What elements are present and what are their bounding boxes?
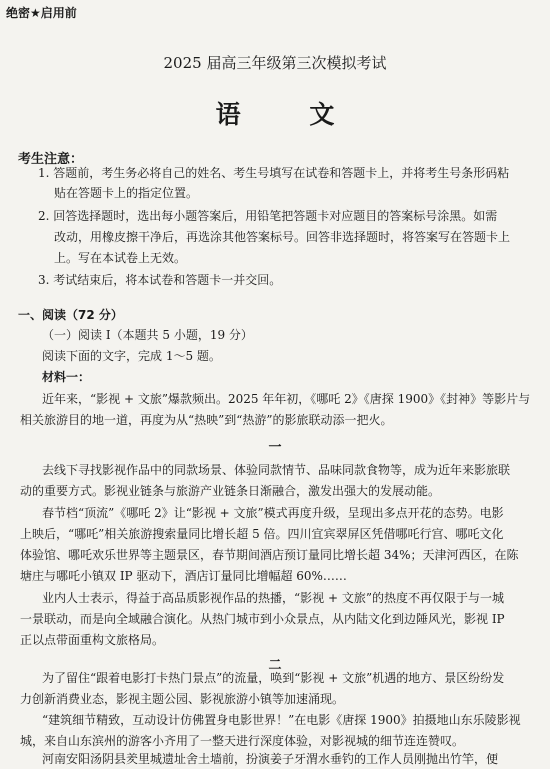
section-title: 一、阅读（72 分）: [18, 308, 123, 322]
notice-line: 1. 答题前，考生务必将自己的姓名、考生号填写在试卷和答题卡上，并将考生号条形码粘: [38, 166, 510, 180]
passage-line: 近年来，“影视 + 文旅”爆款频出。2025 年年初，《哪吒 2》《唐探 1900》《封神》等影片与: [42, 392, 531, 406]
notice-heading: 考生注意：: [18, 152, 84, 167]
passage-line: 动的重要方式。影视业链条与旅游产业链条日渐融合，激发出强大的发展动能。: [20, 484, 441, 498]
exam-title: 2025 届高三年级第三次模拟考试: [163, 54, 387, 72]
secret-label: 绝密★启用前: [6, 6, 77, 20]
passage-line: 为了留住“跟着电影打卡热门景点”的流量，唤到“影视 + 文旅”机遇的地方、景区纷纷发: [42, 671, 505, 685]
passage-line: 上映后，“哪吒”相关旅游搜索量同比增长超 5 倍。四川宜宾翠屏区凭借哪吒行宫、哪吒文化: [20, 527, 504, 541]
passage-line: 一景联动，而是向全域融合演化。从热门城市到小众景点，从内陆文化到边陲风光，影视 IP: [20, 612, 505, 626]
passage-line: “建筑细节精致，互动设计仿佛置身电影世界！”在电影《唐探 1900》拍摄地山东乐陵影视: [42, 713, 521, 727]
passage-line: 力创新消费业态，影视主题公园、影视旅游小镇等加速涌现。: [20, 692, 345, 706]
section-subtitle: （一）阅读 I（本题共 5 小题，19 分）: [42, 328, 253, 342]
passage-line: 正以点带面重构文旅格局。: [20, 633, 165, 647]
notice-line: 上。写在本试卷上无效。: [54, 251, 187, 265]
passage-line: 城，来自山东滨州的游客小齐用了一整天进行深度体验，对影视城的细节连连赞叹。: [20, 734, 465, 748]
notice-line: 3. 考试结束后，将本试卷和答题卡一并交回。: [38, 273, 282, 287]
passage-line: 河南安阳汤阴县羑里城遗址舍土墙前，扮演姜子牙渭水垂钓的工作人员刚抛出竹竿，便: [42, 752, 499, 766]
section-instruction: 阅读下面的文字，完成 1～5 题。: [42, 349, 221, 363]
part-number: 一: [268, 440, 282, 455]
part-number: 二: [268, 658, 282, 673]
notice-line: 贴在答题卡上的指定位置。: [54, 186, 199, 200]
passage-line: 塘庄与哪吒小镇双 IP 驱动下，酒店订量同比增幅超 60%……: [20, 569, 347, 583]
passage-line: 去线下寻找影视作品中的同款场景、体验同款情节、品味同款食物等，成为近年来影旅联: [42, 463, 511, 477]
passage-line: 相关旅游目的地一道，再度为从“热映”到“热游”的影旅联动添一把火。: [20, 413, 393, 427]
notice-line: 2. 回答选择题时，选出每小题答案后，用铅笔把答题卡对应题目的答案标号涂黑。如需: [38, 209, 498, 223]
passage-line: 春节档“顶流”《哪吒 2》让“影视 + 文旅”模式再度升级，呈现出多点开花的态势。电影: [42, 506, 504, 520]
notice-line: 改动，用橡皮擦干净后，再选涂其他答案标号。回答非选择题时，将答案写在答题卡上: [54, 230, 511, 244]
passage-line: 业内人士表示，得益于高品质影视作品的热播，“影视 + 文旅”的热度不再仅限于与一城: [42, 591, 504, 605]
passage-line: 体验馆、哪吒欢乐世界等主题景区，春节期间酒店预订量同比增长超 34%；天津河西区，在陈: [20, 548, 519, 562]
subject-title: 语 文: [215, 100, 365, 129]
material-label: 材料一：: [42, 370, 91, 384]
